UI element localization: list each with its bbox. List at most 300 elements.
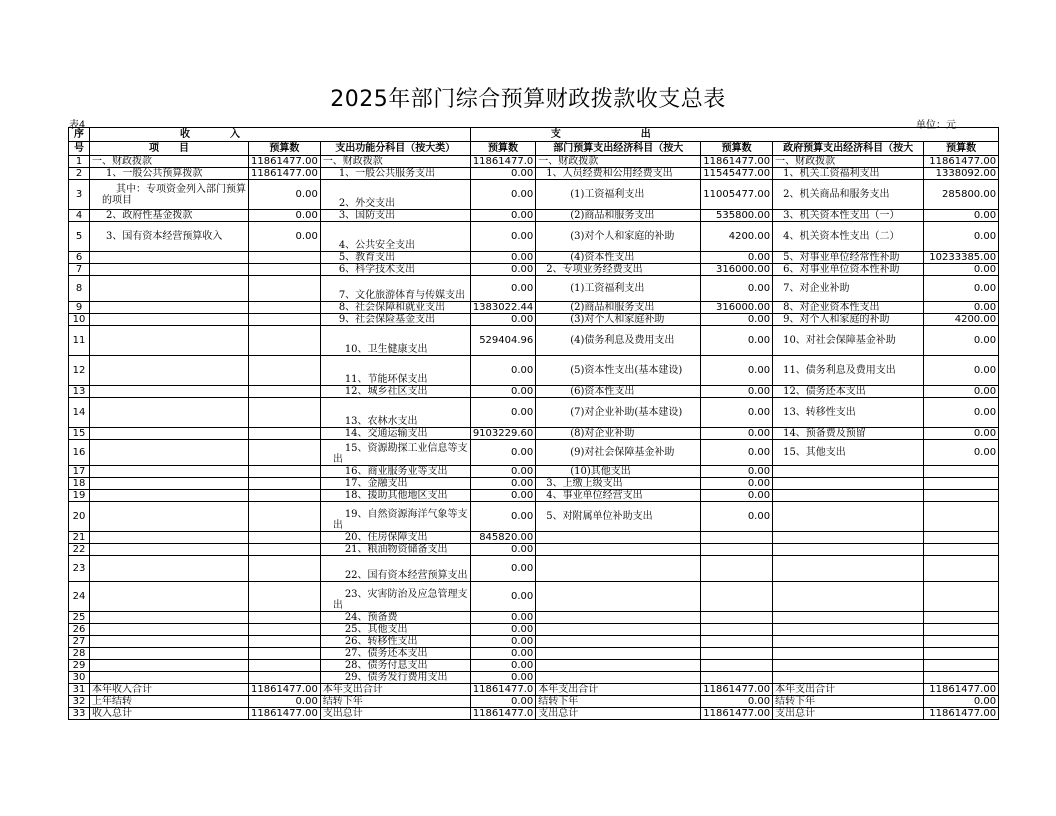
table-row xyxy=(69,478,999,490)
func-amount: 0.00 xyxy=(470,314,535,326)
gov-amount: 11861477.00 xyxy=(924,156,999,168)
gov-amount xyxy=(924,582,999,612)
table-row xyxy=(69,466,999,478)
gov-econ-subject xyxy=(773,672,924,684)
func-subject: 5、教育支出 xyxy=(320,252,470,264)
dept-econ-subject xyxy=(536,582,701,612)
gov-amount xyxy=(924,660,999,672)
dept-amount xyxy=(701,544,773,556)
gov-econ-subject: 1、机关工资福利支出 xyxy=(773,168,924,180)
dept-econ-subject: (5)资本性支出(基本建设) xyxy=(536,356,701,386)
dept-econ-subject: 4、事业单位经营支出 xyxy=(536,490,701,502)
func-subject: 结转下年 xyxy=(320,696,470,708)
func-amount: 0.00 xyxy=(470,660,535,672)
func-amount: 0.00 xyxy=(470,648,535,660)
dept-amount xyxy=(701,660,773,672)
row-number: 27 xyxy=(69,636,90,648)
gov-amount: 1338092.00 xyxy=(924,168,999,180)
dept-econ-subject xyxy=(536,544,701,556)
table-row xyxy=(69,684,999,696)
income-item xyxy=(90,672,249,684)
gov-amount xyxy=(924,672,999,684)
income-amount xyxy=(249,672,321,684)
income-amount xyxy=(249,490,321,502)
income-item xyxy=(90,252,249,264)
func-amount: 1383022.44 xyxy=(470,302,535,314)
income-amount xyxy=(249,544,321,556)
header-dept-amount: 预算数 xyxy=(701,142,773,156)
gov-econ-subject xyxy=(773,624,924,636)
income-amount: 0.00 xyxy=(249,222,321,252)
gov-amount xyxy=(924,648,999,660)
gov-amount: 285800.00 xyxy=(924,180,999,210)
income-item: 3、国有资本经营预算收入 xyxy=(90,222,249,252)
gov-amount: 0.00 xyxy=(924,326,999,356)
table-row xyxy=(69,696,999,708)
row-number: 31 xyxy=(69,684,90,696)
income-item: 一、财政拨款 xyxy=(90,156,249,168)
header-income-amount: 预算数 xyxy=(249,142,321,156)
header-seq-2: 号 xyxy=(69,142,90,156)
income-amount: 0.00 xyxy=(249,210,321,222)
unit-label: 单位：元 xyxy=(916,120,956,131)
func-amount: 0.00 xyxy=(470,466,535,478)
income-item: 2、政府性基金拨款 xyxy=(90,210,249,222)
row-number: 2 xyxy=(69,168,90,180)
func-amount: 0.00 xyxy=(470,696,535,708)
gov-amount xyxy=(924,502,999,532)
income-amount xyxy=(249,582,321,612)
gov-amount: 0.00 xyxy=(924,210,999,222)
gov-econ-subject xyxy=(773,612,924,624)
income-amount: 11861477.00 xyxy=(249,708,321,720)
func-subject: 28、债务付息支出 xyxy=(320,660,470,672)
row-number: 16 xyxy=(69,440,90,466)
gov-econ-subject: 4、机关资本性支出（二） xyxy=(773,222,924,252)
dept-econ-subject: 5、对附属单位补助支出 xyxy=(536,502,701,532)
row-number: 10 xyxy=(69,314,90,326)
table-row xyxy=(69,660,999,672)
income-item: 上年结转 xyxy=(90,696,249,708)
table-row xyxy=(69,582,999,612)
income-item xyxy=(90,636,249,648)
row-number: 30 xyxy=(69,672,90,684)
func-subject: 27、债务还本支出 xyxy=(320,648,470,660)
gov-econ-subject xyxy=(773,636,924,648)
func-amount: 0.00 xyxy=(470,210,535,222)
income-amount: 11861477.00 xyxy=(249,156,321,168)
dept-econ-subject xyxy=(536,672,701,684)
gov-econ-subject: 13、转移性支出 xyxy=(773,398,924,428)
income-amount xyxy=(249,660,321,672)
dept-amount: 535800.00 xyxy=(701,210,773,222)
dept-amount xyxy=(701,672,773,684)
income-amount: 0.00 xyxy=(249,696,321,708)
func-subject: 2、外交支出 xyxy=(320,180,470,210)
income-amount xyxy=(249,556,321,582)
func-subject: 支出总计 xyxy=(320,708,470,720)
income-item xyxy=(90,356,249,386)
gov-econ-subject: 一、财政拨款 xyxy=(773,156,924,168)
table-row xyxy=(69,612,999,624)
row-number: 23 xyxy=(69,556,90,582)
func-subject: 3、国防支出 xyxy=(320,210,470,222)
table-row xyxy=(69,490,999,502)
gov-amount xyxy=(924,490,999,502)
header-expense: 支 出 xyxy=(470,128,998,142)
income-item xyxy=(90,648,249,660)
table-row xyxy=(69,440,999,466)
income-item xyxy=(90,302,249,314)
table-row xyxy=(69,386,999,398)
income-amount xyxy=(249,636,321,648)
dept-econ-subject: (9)对社会保障基金补助 xyxy=(536,440,701,466)
gov-amount xyxy=(924,624,999,636)
gov-econ-subject: 10、对社会保障基金补助 xyxy=(773,326,924,356)
func-subject: 1、一般公共服务支出 xyxy=(320,168,470,180)
dept-amount: 316000.00 xyxy=(701,264,773,276)
dept-amount: 0.00 xyxy=(701,326,773,356)
table-row xyxy=(69,302,999,314)
income-amount xyxy=(249,386,321,398)
income-amount xyxy=(249,624,321,636)
row-number: 14 xyxy=(69,398,90,428)
func-amount: 0.00 xyxy=(470,386,535,398)
func-subject: 4、公共安全支出 xyxy=(320,222,470,252)
dept-econ-subject: (4)债务利息及费用支出 xyxy=(536,326,701,356)
table-row xyxy=(69,636,999,648)
func-amount: 0.00 xyxy=(470,556,535,582)
dept-amount: 0.00 xyxy=(701,466,773,478)
row-number: 5 xyxy=(69,222,90,252)
gov-econ-subject: 3、机关资本性支出（一） xyxy=(773,210,924,222)
income-item: 本年收入合计 xyxy=(90,684,249,696)
income-amount xyxy=(249,314,321,326)
func-subject: 16、商业服务业等支出 xyxy=(320,466,470,478)
gov-econ-subject: 11、债务利息及费用支出 xyxy=(773,356,924,386)
table-row xyxy=(69,648,999,660)
income-amount xyxy=(249,612,321,624)
gov-amount: 0.00 xyxy=(924,398,999,428)
row-number: 22 xyxy=(69,544,90,556)
func-subject: 26、转移性支出 xyxy=(320,636,470,648)
dept-econ-subject xyxy=(536,532,701,544)
income-item xyxy=(90,556,249,582)
income-amount xyxy=(249,398,321,428)
dept-amount xyxy=(701,636,773,648)
func-amount: 0.00 xyxy=(470,582,535,612)
table-row xyxy=(69,672,999,684)
gov-amount: 0.00 xyxy=(924,440,999,466)
income-item xyxy=(90,544,249,556)
gov-econ-subject: 9、对个人和家庭的补助 xyxy=(773,314,924,326)
dept-econ-subject: 一、财政拨款 xyxy=(536,156,701,168)
header-gov-amount: 预算数 xyxy=(924,142,999,156)
dept-econ-subject: (10)其他支出 xyxy=(536,466,701,478)
table-row xyxy=(69,326,999,356)
gov-econ-subject xyxy=(773,478,924,490)
dept-econ-subject xyxy=(536,612,701,624)
func-subject: 15、资源勘探工业信息等支出 xyxy=(320,440,470,466)
income-amount xyxy=(249,264,321,276)
dept-amount xyxy=(701,612,773,624)
row-number: 28 xyxy=(69,648,90,660)
dept-amount: 11861477.00 xyxy=(701,684,773,696)
dept-econ-subject: 本年支出合计 xyxy=(536,684,701,696)
func-subject: 10、卫生健康支出 xyxy=(320,326,470,356)
income-item xyxy=(90,612,249,624)
row-number: 33 xyxy=(69,708,90,720)
func-subject: 18、援助其他地区支出 xyxy=(320,490,470,502)
income-amount xyxy=(249,478,321,490)
dept-amount: 11861477.00 xyxy=(701,708,773,720)
table-row xyxy=(69,356,999,386)
table-row xyxy=(69,252,999,264)
header-seq: 序 xyxy=(69,128,90,142)
dept-amount: 0.00 xyxy=(701,490,773,502)
dept-econ-subject xyxy=(536,636,701,648)
income-item xyxy=(90,398,249,428)
gov-amount xyxy=(924,544,999,556)
func-subject: 29、债务发行费用支出 xyxy=(320,672,470,684)
dept-econ-subject: (6)资本性支出 xyxy=(536,386,701,398)
func-amount: 11861477.0 xyxy=(470,684,535,696)
row-number: 18 xyxy=(69,478,90,490)
func-subject: 21、粮油物资储备支出 xyxy=(320,544,470,556)
gov-amount: 0.00 xyxy=(924,386,999,398)
gov-amount xyxy=(924,466,999,478)
dept-econ-subject: (3)对个人和家庭的补助 xyxy=(536,222,701,252)
gov-econ-subject: 结转下年 xyxy=(773,696,924,708)
dept-amount: 0.00 xyxy=(701,696,773,708)
income-amount xyxy=(249,428,321,440)
func-subject: 本年支出合计 xyxy=(320,684,470,696)
table-row xyxy=(69,276,999,302)
func-amount: 0.00 xyxy=(470,264,535,276)
income-amount xyxy=(249,302,321,314)
header-income-item: 项 目 xyxy=(90,142,249,156)
dept-amount: 0.00 xyxy=(701,478,773,490)
row-number: 8 xyxy=(69,276,90,302)
func-amount: 0.00 xyxy=(470,180,535,210)
income-amount xyxy=(249,466,321,478)
income-item xyxy=(90,386,249,398)
row-number: 26 xyxy=(69,624,90,636)
gov-amount xyxy=(924,556,999,582)
gov-econ-subject: 8、对企业资本性支出 xyxy=(773,302,924,314)
income-item xyxy=(90,532,249,544)
dept-econ-subject: 2、专项业务经费支出 xyxy=(536,264,701,276)
gov-econ-subject: 15、其他支出 xyxy=(773,440,924,466)
row-number: 17 xyxy=(69,466,90,478)
income-item xyxy=(90,428,249,440)
income-item: 1、一般公共预算拨款 xyxy=(90,168,249,180)
dept-amount: 0.00 xyxy=(701,502,773,532)
dept-econ-subject xyxy=(536,624,701,636)
func-amount: 0.00 xyxy=(470,636,535,648)
table-row xyxy=(69,624,999,636)
table-row xyxy=(69,168,999,180)
func-subject: 一、财政拨款 xyxy=(320,156,470,168)
func-subject: 9、社会保险基金支出 xyxy=(320,314,470,326)
income-amount xyxy=(249,648,321,660)
gov-amount: 11861477.00 xyxy=(924,708,999,720)
gov-amount: 11861477.00 xyxy=(924,684,999,696)
budget-summary-table xyxy=(68,127,999,720)
gov-amount xyxy=(924,478,999,490)
income-item xyxy=(90,582,249,612)
dept-amount: 11861477.00 xyxy=(701,156,773,168)
header-row-2 xyxy=(69,142,999,156)
income-item xyxy=(90,478,249,490)
gov-econ-subject: 7、对企业补助 xyxy=(773,276,924,302)
func-subject: 17、金融支出 xyxy=(320,478,470,490)
income-amount xyxy=(249,276,321,302)
row-number: 11 xyxy=(69,326,90,356)
gov-econ-subject xyxy=(773,660,924,672)
table-row xyxy=(69,264,999,276)
income-item xyxy=(90,490,249,502)
dept-amount xyxy=(701,532,773,544)
dept-econ-subject xyxy=(536,648,701,660)
table-row xyxy=(69,708,999,720)
func-amount: 0.00 xyxy=(470,276,535,302)
gov-amount xyxy=(924,612,999,624)
gov-amount: 0.00 xyxy=(924,428,999,440)
gov-amount: 0.00 xyxy=(924,276,999,302)
row-number: 3 xyxy=(69,180,90,210)
dept-amount xyxy=(701,556,773,582)
row-number: 15 xyxy=(69,428,90,440)
income-item: 其中：专项资金列入部门预算的项目 xyxy=(90,180,249,210)
gov-econ-subject: 5、对事业单位经常性补助 xyxy=(773,252,924,264)
func-subject: 11、节能环保支出 xyxy=(320,356,470,386)
gov-amount: 0.00 xyxy=(924,302,999,314)
income-item: 收入总计 xyxy=(90,708,249,720)
func-subject: 14、交通运输支出 xyxy=(320,428,470,440)
row-number: 7 xyxy=(69,264,90,276)
row-number: 25 xyxy=(69,612,90,624)
dept-econ-subject: 3、上缴上级支出 xyxy=(536,478,701,490)
dept-amount: 0.00 xyxy=(701,314,773,326)
row-number: 21 xyxy=(69,532,90,544)
income-item xyxy=(90,624,249,636)
table-row xyxy=(69,222,999,252)
dept-amount: 316000.00 xyxy=(701,302,773,314)
table-row xyxy=(69,314,999,326)
gov-amount: 0.00 xyxy=(924,222,999,252)
table-number: 表4 xyxy=(69,120,86,131)
dept-econ-subject: 1、人员经费和公用经费支出 xyxy=(536,168,701,180)
row-number: 13 xyxy=(69,386,90,398)
dept-amount: 0.00 xyxy=(701,386,773,398)
gov-amount: 4200.00 xyxy=(924,314,999,326)
dept-amount: 0.00 xyxy=(701,428,773,440)
income-amount: 0.00 xyxy=(249,180,321,210)
func-amount: 0.00 xyxy=(470,672,535,684)
dept-econ-subject: (4)资本性支出 xyxy=(536,252,701,264)
header-func-subject: 支出功能分科目（按大类） xyxy=(320,142,470,156)
func-amount: 0.00 xyxy=(470,502,535,532)
gov-econ-subject: 支出总计 xyxy=(773,708,924,720)
func-amount: 0.00 xyxy=(470,356,535,386)
table-row xyxy=(69,180,999,210)
func-subject: 13、农林水支出 xyxy=(320,398,470,428)
gov-econ-subject xyxy=(773,556,924,582)
dept-econ-subject: (2)商品和服务支出 xyxy=(536,302,701,314)
func-amount: 0.00 xyxy=(470,440,535,466)
row-number: 29 xyxy=(69,660,90,672)
func-subject: 24、预备费 xyxy=(320,612,470,624)
header-dept-econ: 部门预算支出经济科目（按大 xyxy=(536,142,701,156)
func-amount: 11861477.0 xyxy=(470,156,535,168)
row-number: 19 xyxy=(69,490,90,502)
dept-econ-subject: (1)工资福利支出 xyxy=(536,180,701,210)
gov-econ-subject xyxy=(773,490,924,502)
dept-amount: 11545477.00 xyxy=(701,168,773,180)
row-number: 6 xyxy=(69,252,90,264)
income-amount: 11861477.00 xyxy=(249,168,321,180)
gov-econ-subject: 12、债务还本支出 xyxy=(773,386,924,398)
dept-econ-subject: 支出总计 xyxy=(536,708,701,720)
gov-amount: 0.00 xyxy=(924,264,999,276)
gov-econ-subject: 2、机关商品和服务支出 xyxy=(773,180,924,210)
page-title: 2025年部门综合预算财政拨款收支总表 xyxy=(330,87,726,112)
gov-econ-subject xyxy=(773,466,924,478)
gov-econ-subject: 14、预备费及预留 xyxy=(773,428,924,440)
dept-amount: 4200.00 xyxy=(701,222,773,252)
table-row xyxy=(69,156,999,168)
func-subject: 6、科学技术支出 xyxy=(320,264,470,276)
func-subject: 12、城乡社区支出 xyxy=(320,386,470,398)
income-item xyxy=(90,314,249,326)
func-subject: 23、灾害防治及应急管理支出 xyxy=(320,582,470,612)
income-amount xyxy=(249,532,321,544)
gov-econ-subject xyxy=(773,648,924,660)
func-amount: 529404.96 xyxy=(470,326,535,356)
income-item xyxy=(90,326,249,356)
func-amount: 0.00 xyxy=(470,544,535,556)
dept-econ-subject: (1)工资福利支出 xyxy=(536,276,701,302)
func-subject: 19、自然资源海洋气象等支出 xyxy=(320,502,470,532)
func-subject: 7、文化旅游体育与传媒支出 xyxy=(320,276,470,302)
income-item xyxy=(90,276,249,302)
dept-amount: 0.00 xyxy=(701,252,773,264)
income-amount xyxy=(249,356,321,386)
dept-amount: 11005477.00 xyxy=(701,180,773,210)
income-amount xyxy=(249,326,321,356)
income-item xyxy=(90,440,249,466)
row-number: 20 xyxy=(69,502,90,532)
gov-econ-subject xyxy=(773,502,924,532)
income-item xyxy=(90,502,249,532)
header-func-amount: 预算数 xyxy=(470,142,535,156)
func-amount: 0.00 xyxy=(470,478,535,490)
header-income: 收 入 xyxy=(90,128,471,142)
row-number: 1 xyxy=(69,156,90,168)
dept-amount: 0.00 xyxy=(701,276,773,302)
gov-amount xyxy=(924,532,999,544)
row-number: 12 xyxy=(69,356,90,386)
dept-amount xyxy=(701,648,773,660)
dept-amount xyxy=(701,582,773,612)
func-subject: 8、社会保障和就业支出 xyxy=(320,302,470,314)
income-amount xyxy=(249,502,321,532)
income-item xyxy=(90,466,249,478)
header-gov-econ: 政府预算支出经济科目（按大 xyxy=(773,142,924,156)
func-amount: 0.00 xyxy=(470,168,535,180)
table-row xyxy=(69,544,999,556)
